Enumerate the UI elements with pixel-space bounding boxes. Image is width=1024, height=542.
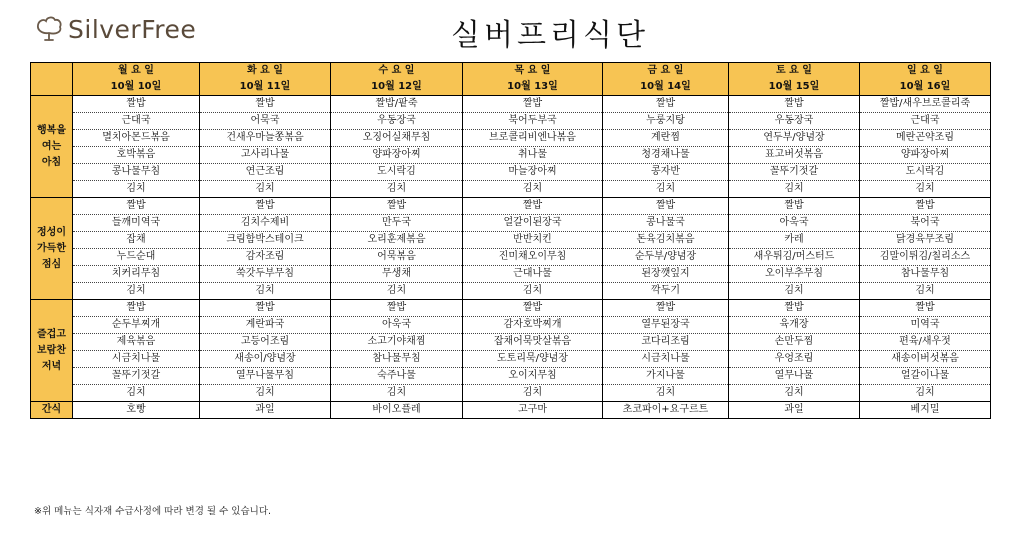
menu-item: 김치 bbox=[331, 283, 463, 300]
menu-item: 어묵볶음 bbox=[331, 249, 463, 266]
meal-row bbox=[31, 385, 991, 402]
menu-item: 우동장국 bbox=[729, 113, 860, 130]
menu-item: 북어국 bbox=[860, 215, 991, 232]
menu-item: 미역국 bbox=[860, 317, 991, 334]
meal-row bbox=[31, 283, 991, 300]
menu-item: 양파장아찌 bbox=[860, 147, 991, 164]
menu-item: 도시락김 bbox=[860, 164, 991, 181]
menu-item: 도시락김 bbox=[331, 164, 463, 181]
menu-item: 김치 bbox=[73, 283, 200, 300]
menu-item: 김치 bbox=[331, 181, 463, 198]
menu-item: 누드순대 bbox=[73, 249, 200, 266]
menu-item: 근대국 bbox=[73, 113, 200, 130]
menu-item: 카레 bbox=[729, 232, 860, 249]
day-date: 10월 13일 bbox=[463, 79, 603, 96]
menu-item: 무생채 bbox=[331, 266, 463, 283]
menu-item: 가지나물 bbox=[603, 368, 729, 385]
menu-item: 짤밥 bbox=[463, 96, 603, 113]
menu-item: 짤밥 bbox=[729, 300, 860, 317]
menu-item: 짤밥 bbox=[73, 198, 200, 215]
menu-item: 김치 bbox=[463, 181, 603, 198]
menu-item: 마늘장아찌 bbox=[463, 164, 603, 181]
menu-item: 제육볶음 bbox=[73, 334, 200, 351]
meal-row bbox=[31, 232, 991, 249]
meal-label-line: 보람찬 bbox=[37, 344, 66, 356]
menu-item: 아욱국 bbox=[331, 317, 463, 334]
menu-item: 계란파국 bbox=[200, 317, 331, 334]
meal-label-line: 점심 bbox=[41, 258, 62, 270]
menu-item: 짤밥 bbox=[860, 198, 991, 215]
menu-item: 김치 bbox=[200, 283, 331, 300]
day-name: 토 요 일 bbox=[729, 63, 860, 80]
meal-row bbox=[31, 334, 991, 351]
menu-item: 콩나물국 bbox=[603, 215, 729, 232]
menu-item: 과일 bbox=[200, 402, 331, 419]
menu-item: 짤밥 bbox=[331, 198, 463, 215]
menu-item: 짤밥 bbox=[603, 300, 729, 317]
menu-item: 아욱국 bbox=[729, 215, 860, 232]
menu-item: 콩나물무침 bbox=[73, 164, 200, 181]
menu-item: 짤밥 bbox=[729, 198, 860, 215]
menu-item: 고사리나물 bbox=[200, 147, 331, 164]
menu-item: 베지밀 bbox=[860, 402, 991, 419]
menu-item: 김치 bbox=[73, 385, 200, 402]
menu-item: 브로콜리비엔나볶음 bbox=[463, 130, 603, 147]
menu-item: 열무나물 bbox=[729, 368, 860, 385]
day-name: 금 요 일 bbox=[603, 63, 729, 80]
menu-item: 열무나물무침 bbox=[200, 368, 331, 385]
menu-item: 초코파이+요구르트 bbox=[603, 402, 729, 419]
menu-item: 닭경육무조림 bbox=[860, 232, 991, 249]
menu-item: 연근조림 bbox=[200, 164, 331, 181]
menu-item: 김치 bbox=[463, 385, 603, 402]
menu-item: 양파장아찌 bbox=[331, 147, 463, 164]
meal-row bbox=[31, 266, 991, 283]
menu-item: 근대나물 bbox=[463, 266, 603, 283]
day-date: 10월 12일 bbox=[331, 79, 463, 96]
menu-item: 콩자반 bbox=[603, 164, 729, 181]
menu-item: 참나물무침 bbox=[860, 266, 991, 283]
meal-label-line: 정성이 bbox=[37, 226, 66, 238]
menu-item: 치커리무침 bbox=[73, 266, 200, 283]
menu-item: 과일 bbox=[729, 402, 860, 419]
menu-item: 고등어조림 bbox=[200, 334, 331, 351]
menu-item: 짤밥 bbox=[200, 300, 331, 317]
meal-label-line: 행복을 bbox=[37, 124, 66, 136]
menu-item: 편육/새우젓 bbox=[860, 334, 991, 351]
menu-item: 짤밥 bbox=[603, 198, 729, 215]
meal-row bbox=[31, 164, 991, 181]
meal-row bbox=[31, 181, 991, 198]
menu-item: 호빵 bbox=[73, 402, 200, 419]
menu-item: 잡채 bbox=[73, 232, 200, 249]
menu-item: 짤밥 bbox=[73, 96, 200, 113]
menu-item: 숙주나물 bbox=[331, 368, 463, 385]
day-date: 10월 14일 bbox=[603, 79, 729, 96]
meal-row bbox=[31, 317, 991, 334]
menu-item: 계란찜 bbox=[603, 130, 729, 147]
menu-item: 오이지무침 bbox=[463, 368, 603, 385]
meal-label bbox=[31, 96, 73, 198]
meal-row bbox=[31, 147, 991, 164]
meal-label bbox=[31, 300, 73, 402]
menu-item: 멸치아몬드볶음 bbox=[73, 130, 200, 147]
logo bbox=[34, 10, 196, 48]
menu-item: 우동장국 bbox=[331, 113, 463, 130]
menu-item: 연두부/양념장 bbox=[729, 130, 860, 147]
menu-item: 짤밥 bbox=[200, 198, 331, 215]
menu-item: 김치 bbox=[603, 385, 729, 402]
menu-item: 어묵국 bbox=[200, 113, 331, 130]
menu-item: 얼갈이된장국 bbox=[463, 215, 603, 232]
menu-item: 김치 bbox=[729, 385, 860, 402]
menu-item: 김치 bbox=[200, 181, 331, 198]
meal-row bbox=[31, 113, 991, 130]
menu-item: 김치 bbox=[860, 385, 991, 402]
menu-item: 반반치킨 bbox=[463, 232, 603, 249]
menu-item: 오징어실채무침 bbox=[331, 130, 463, 147]
menu-item: 시금치나물 bbox=[73, 351, 200, 368]
menu-item: 짤밥 bbox=[331, 300, 463, 317]
menu-item: 누룽지탕 bbox=[603, 113, 729, 130]
menu-item: 김치수제비 bbox=[200, 215, 331, 232]
snack-row bbox=[31, 402, 991, 419]
menu-item: 김치 bbox=[860, 283, 991, 300]
menu-item: 고구마 bbox=[463, 402, 603, 419]
corner-cell bbox=[31, 63, 73, 96]
menu-item: 짤밥/팥죽 bbox=[331, 96, 463, 113]
menu-item: 호박볶음 bbox=[73, 147, 200, 164]
menu-item: 감자호박찌개 bbox=[463, 317, 603, 334]
day-date: 10월 15일 bbox=[729, 79, 860, 96]
menu-item: 바이오플레 bbox=[331, 402, 463, 419]
day-date: 10월 11일 bbox=[200, 79, 331, 96]
menu-item: 짤밥 bbox=[860, 300, 991, 317]
snack-label: 간식 bbox=[31, 402, 73, 419]
menu-item: 건새우마늘쫑볶음 bbox=[200, 130, 331, 147]
menu-item: 진미채오이무침 bbox=[463, 249, 603, 266]
menu-item: 북어두부국 bbox=[463, 113, 603, 130]
menu-item: 손만두찜 bbox=[729, 334, 860, 351]
menu-item: 소고기야채찜 bbox=[331, 334, 463, 351]
meal-label-line: 가득한 bbox=[37, 242, 66, 254]
meal-label-line: 아침 bbox=[41, 156, 62, 168]
menu-item: 근대국 bbox=[860, 113, 991, 130]
menu-item: 김치 bbox=[200, 385, 331, 402]
menu-item: 김치 bbox=[331, 385, 463, 402]
meal-row bbox=[31, 368, 991, 385]
day-date: 10월 10일 bbox=[73, 79, 200, 96]
page-title: 실버프리식단 bbox=[451, 18, 649, 53]
menu-item: 깍두기 bbox=[603, 283, 729, 300]
menu-item: 도토리묵/양념장 bbox=[463, 351, 603, 368]
menu-item: 얼갈이나물 bbox=[860, 368, 991, 385]
menu-item: 돈육김치볶음 bbox=[603, 232, 729, 249]
menu-item: 김치 bbox=[729, 283, 860, 300]
menu-item: 표고버섯볶음 bbox=[729, 147, 860, 164]
logo-text: SilverFree bbox=[68, 14, 197, 44]
meal-label bbox=[31, 198, 73, 300]
menu-item: 순두부찌개 bbox=[73, 317, 200, 334]
menu-item: 크림함박스테이크 bbox=[200, 232, 331, 249]
menu-item: 김치 bbox=[603, 181, 729, 198]
meal-row bbox=[31, 300, 991, 317]
menu-item: 짤밥 bbox=[463, 198, 603, 215]
day-date: 10월 16일 bbox=[860, 79, 991, 96]
meal-label-line: 저녁 bbox=[41, 360, 62, 372]
menu-item: 오리훈제볶음 bbox=[331, 232, 463, 249]
meal-row bbox=[31, 130, 991, 147]
day-name: 일 요 일 bbox=[860, 63, 991, 80]
menu-item: 김말이튀김/칠리소스 bbox=[860, 249, 991, 266]
meal-label-line: 여는 bbox=[41, 140, 62, 152]
menu-item: 새송이버섯볶음 bbox=[860, 351, 991, 368]
meal-plan-table bbox=[30, 62, 991, 419]
menu-item: 순두부/양념장 bbox=[603, 249, 729, 266]
menu-item: 짤밥 bbox=[200, 96, 331, 113]
menu-item: 감자조림 bbox=[200, 249, 331, 266]
meal-row bbox=[31, 96, 991, 113]
meal-row bbox=[31, 351, 991, 368]
menu-item: 코다리조림 bbox=[603, 334, 729, 351]
day-name: 화 요 일 bbox=[200, 63, 331, 80]
menu-item: 된장깻잎지 bbox=[603, 266, 729, 283]
menu-item: 만두국 bbox=[331, 215, 463, 232]
meal-body bbox=[31, 96, 991, 402]
meal-row bbox=[31, 249, 991, 266]
menu-item: 새우튀김/머스터드 bbox=[729, 249, 860, 266]
menu-item: 시금치나물 bbox=[603, 351, 729, 368]
menu-item: 짤밥/새우브로콜리죽 bbox=[860, 96, 991, 113]
meal-row bbox=[31, 215, 991, 232]
menu-item: 취나물 bbox=[463, 147, 603, 164]
menu-item: 우엉조림 bbox=[729, 351, 860, 368]
menu-item: 김치 bbox=[463, 283, 603, 300]
menu-item: 짤밥 bbox=[73, 300, 200, 317]
menu-item: 오이부추무침 bbox=[729, 266, 860, 283]
menu-item: 참나물무침 bbox=[331, 351, 463, 368]
menu-item: 메란곤약조림 bbox=[860, 130, 991, 147]
day-name: 목 요 일 bbox=[463, 63, 603, 80]
day-date-row bbox=[31, 79, 991, 96]
menu-item: 꼴뚜기젓갈 bbox=[729, 164, 860, 181]
menu-item: 짤밥 bbox=[729, 96, 860, 113]
day-name: 월 요 일 bbox=[73, 63, 200, 80]
meal-label-line: 즐겁고 bbox=[37, 328, 66, 340]
menu-item: 새송이/양념장 bbox=[200, 351, 331, 368]
menu-item: 열무된장국 bbox=[603, 317, 729, 334]
menu-item: 쑥갓두부무침 bbox=[200, 266, 331, 283]
menu-item: 육개장 bbox=[729, 317, 860, 334]
footnote: ※위 메뉴는 식자재 수급사정에 따라 변경 될 수 있습니다. bbox=[34, 506, 272, 517]
menu-item: 김치 bbox=[860, 181, 991, 198]
menu-item: 짤밥 bbox=[463, 300, 603, 317]
menu-item: 잡채어묵맛살볶음 bbox=[463, 334, 603, 351]
day-name-row bbox=[31, 63, 991, 80]
day-name: 수 요 일 bbox=[331, 63, 463, 80]
meal-row bbox=[31, 198, 991, 215]
menu-item: 들깨미역국 bbox=[73, 215, 200, 232]
menu-item: 짤밥 bbox=[603, 96, 729, 113]
menu-item: 김치 bbox=[729, 181, 860, 198]
tree-icon bbox=[34, 14, 64, 44]
menu-item: 청경채나물 bbox=[603, 147, 729, 164]
menu-item: 김치 bbox=[73, 181, 200, 198]
menu-item: 꼴뚜기젓갈 bbox=[73, 368, 200, 385]
